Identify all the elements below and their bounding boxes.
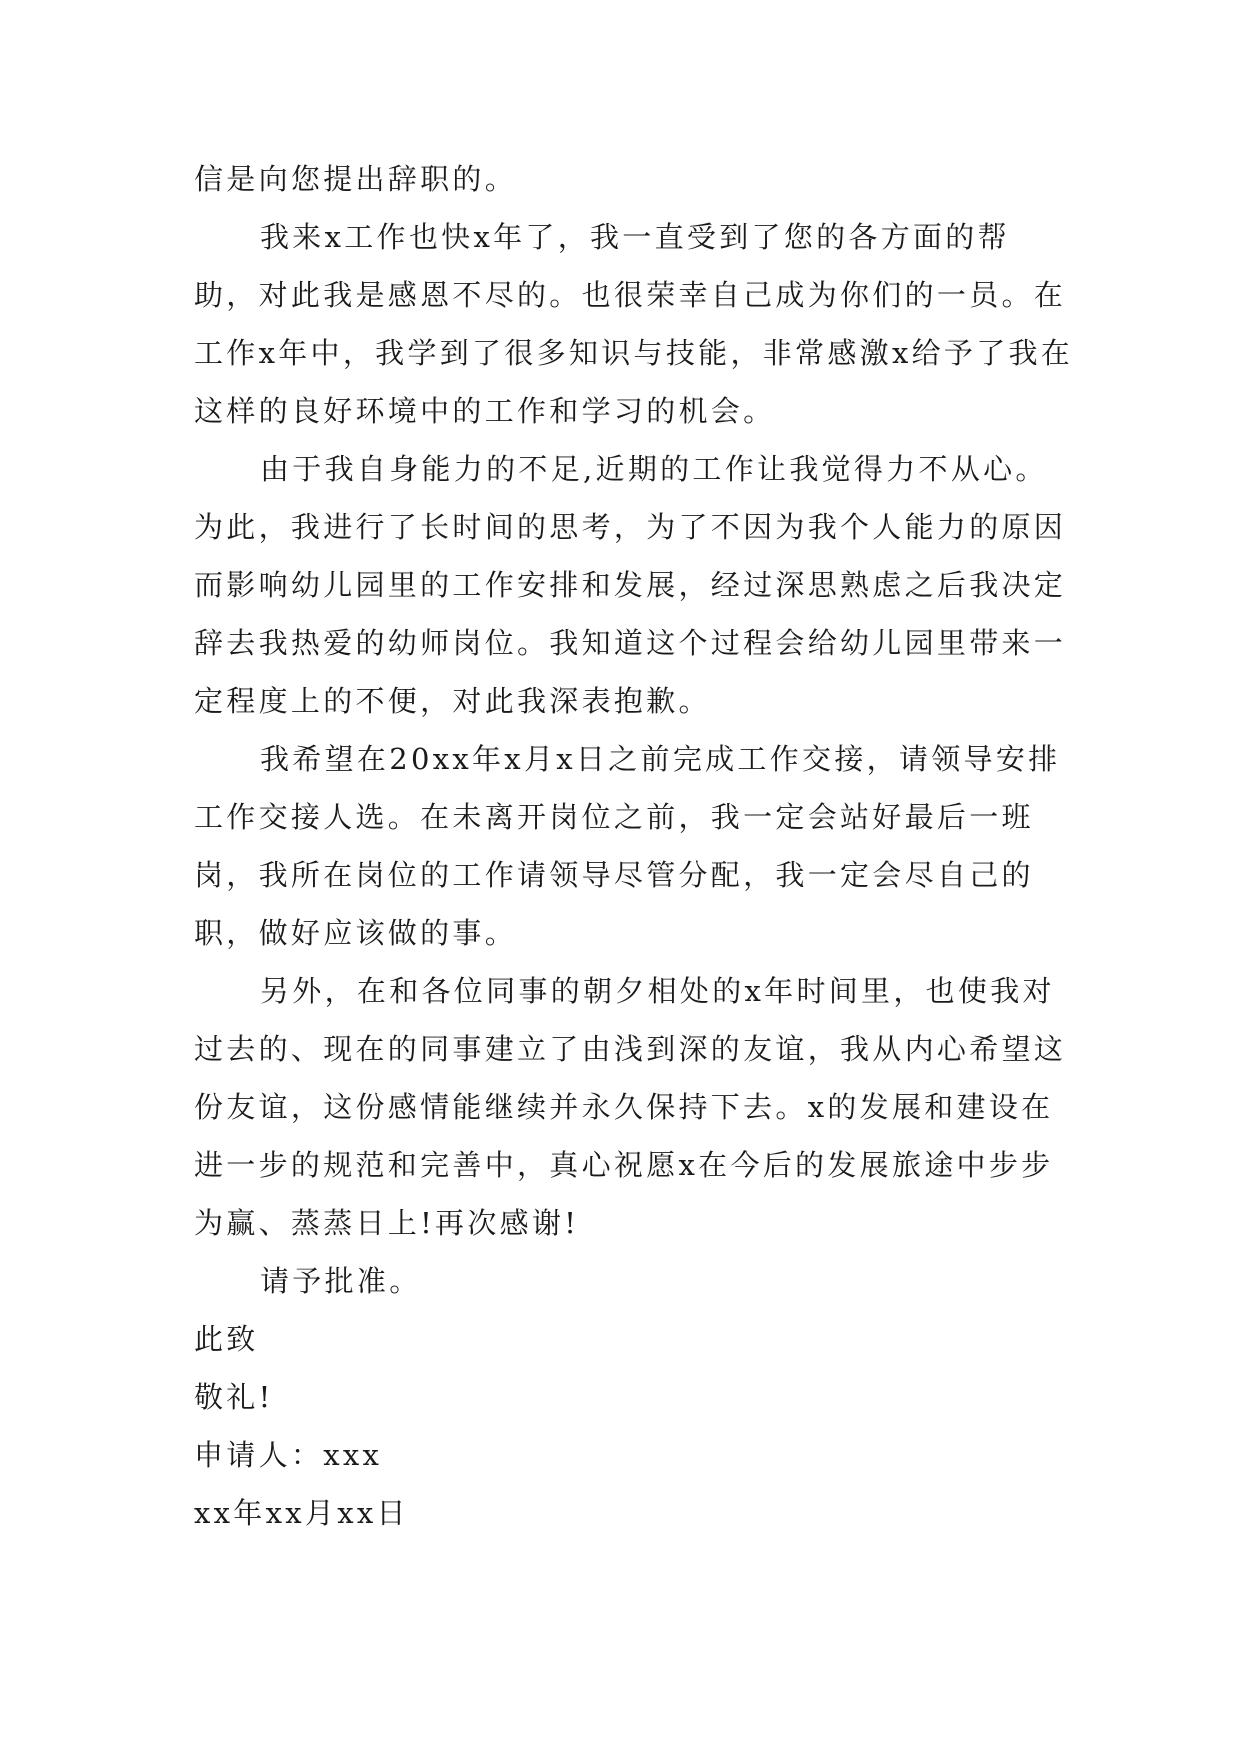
- letter-body: [194, 150, 1074, 1542]
- paragraph-gratitude: 我来x工作也快x年了，我一直受到了您的各方面的帮助，对此我是感恩不尽的。也很荣幸自己成为你们的一员。在工作x年中，我学到了很多知识与技能，非常感激x给予了我在这样的良好环境中的工作和学习的机会。: [194, 220, 1074, 428]
- paragraph-request: 请予批准。: [260, 1264, 422, 1298]
- paragraph-opening: 信是向您提出辞职的。: [194, 162, 518, 196]
- paragraph-handover: 我希望在20xx年x月x日之前完成工作交接，请领导安排工作交接人选。在未离开岗位之前，我一定会站好最后一班岗，我所在岗位的工作请领导尽管分配，我一定会尽自己的职，做好应该做的事。: [194, 742, 1061, 950]
- applicant-signature: 申请人：xxx: [194, 1438, 383, 1472]
- closing-line-1: 此致: [194, 1322, 259, 1356]
- paragraph-colleagues: 另外，在和各位同事的朝夕相处的x年时间里，也使我对过去的、现在的同事建立了由浅到深的友谊，我从内心希望这份友谊，这份感情能继续并永久保持下去。x的发展和建设在进一步的规范和完善中，真心祝愿x在今后的发展旅途中步步为赢、蒸蒸日上!再次感谢!: [194, 974, 1067, 1240]
- paragraph-reason: 由于我自身能力的不足,近期的工作让我觉得力不从心。为此，我进行了长时间的思考，为了不因为我个人能力的原因而影响幼儿园里的工作安排和发展，经过深思熟虑之后我决定辞去我热爱的幼师岗位。我知道这个过程会给幼儿园里带来一定程度上的不便，对此我深表抱歉。: [194, 452, 1067, 718]
- closing-line-2: 敬礼!: [194, 1380, 274, 1414]
- signature-date: xx年xx月xx日: [194, 1496, 409, 1530]
